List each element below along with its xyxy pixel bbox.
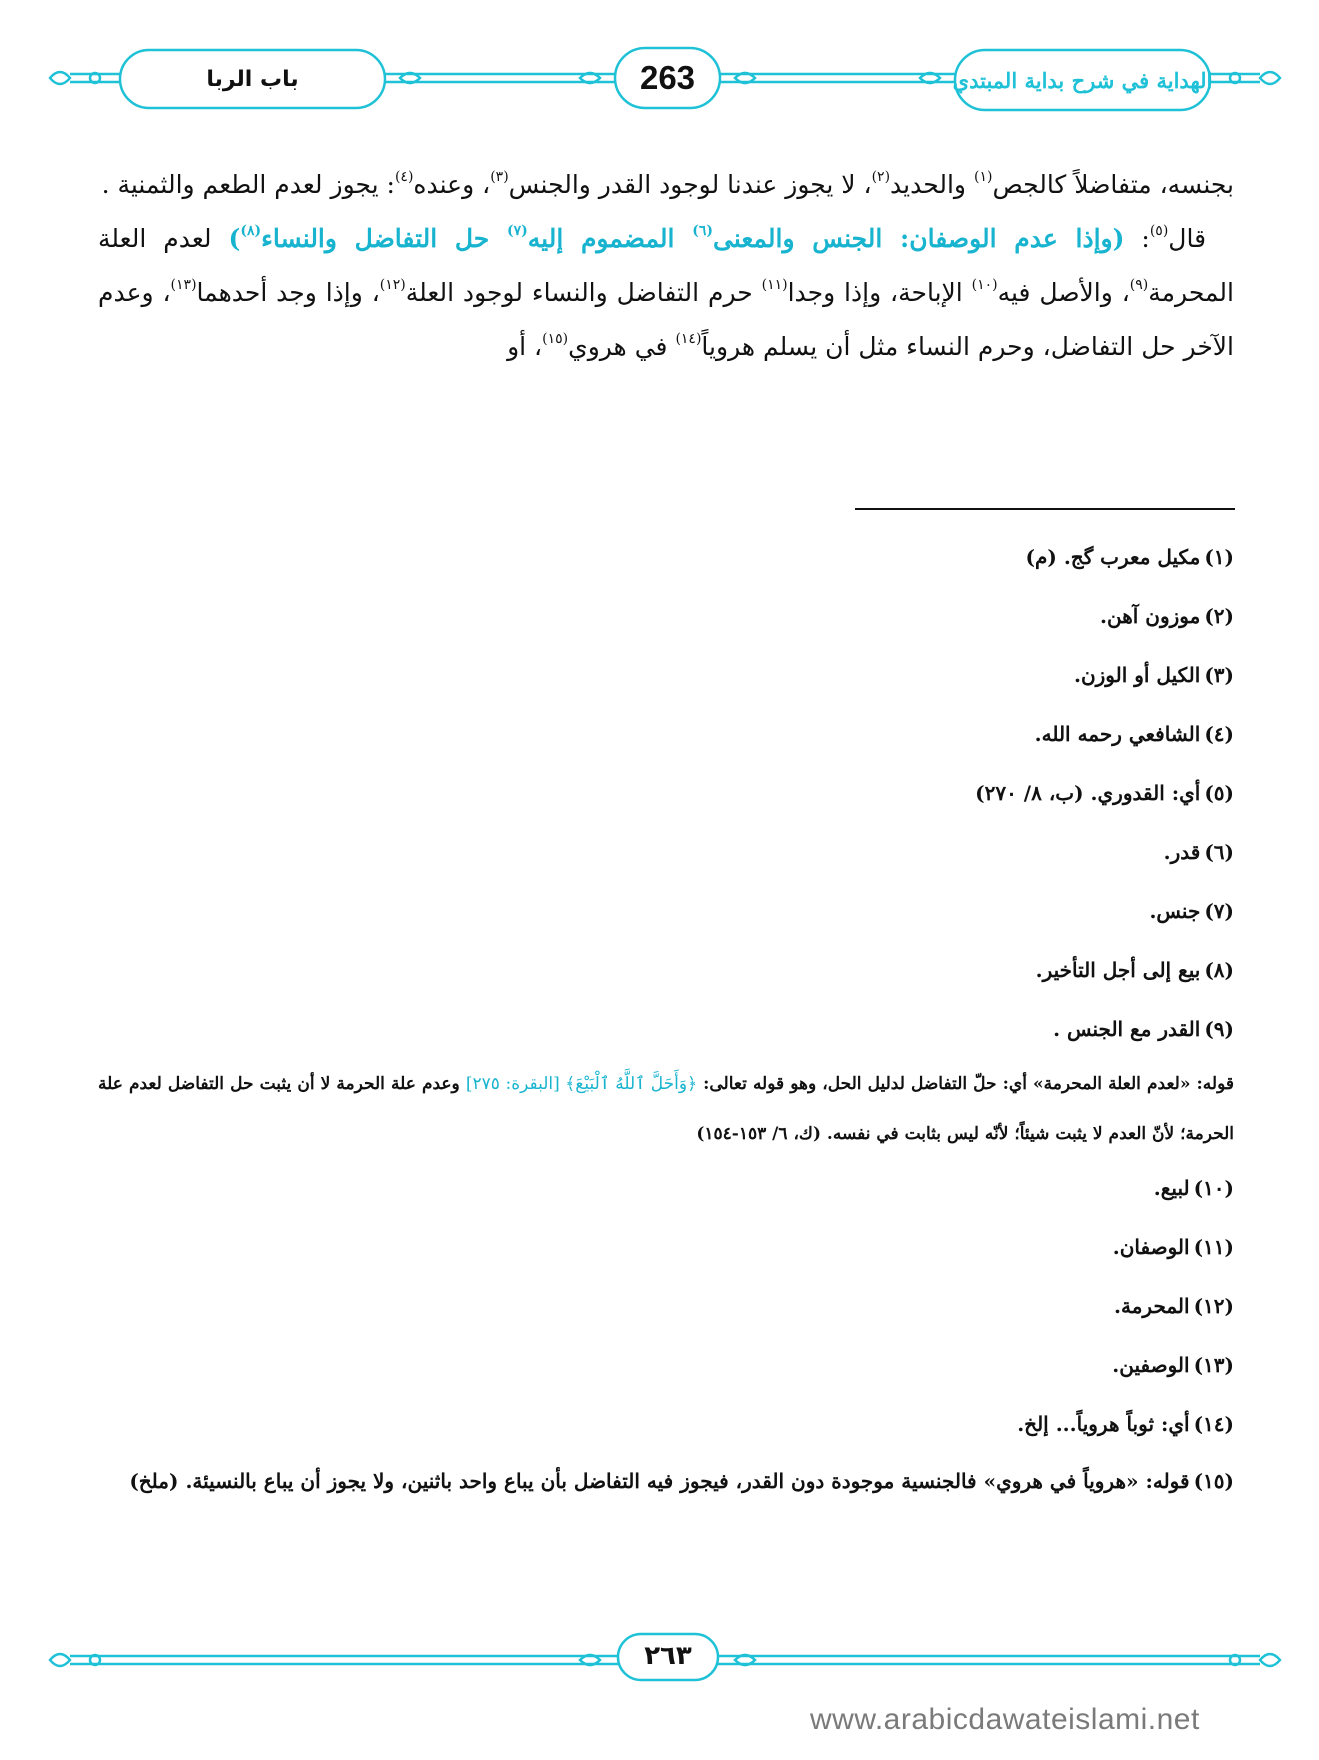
footnote-divider <box>855 508 1235 510</box>
footnote-text: الوصفان. <box>1112 1235 1190 1259</box>
footnote-number: (٤) <box>1204 722 1234 746</box>
footnote-text: أي: ثوباً هروياً... إلخ. <box>1017 1412 1190 1436</box>
text-run: ، وإذا وجد أحدهما <box>196 278 380 307</box>
text-run: ، وعنده <box>413 170 491 199</box>
footnote-number: (٢) <box>1204 604 1234 628</box>
footnote-ref: (١٢) <box>379 277 406 293</box>
footnote-ref: (٣) <box>490 169 509 185</box>
text-run: ، لا يجوز عندنا لوجود القدر والجنس <box>508 170 872 199</box>
text-run: بجنسه، متفاضلاً كالجص <box>992 170 1234 199</box>
footnote-item <box>98 1395 1234 1454</box>
footer-page-number: ٢٦٣ <box>644 1641 692 1671</box>
footnote-ref: (١٠) <box>971 277 998 293</box>
text-run: ، وعدم الآخر حل التفاضل، وحرم النساء مثل أن يسلم هروياً <box>98 278 1234 361</box>
footnote-item <box>98 705 1234 764</box>
text-run: ) <box>228 224 241 253</box>
header-page-number: 263 <box>639 59 696 96</box>
footnote-number: (٦) <box>1204 840 1234 864</box>
footnote-item <box>98 1159 1234 1218</box>
footnote-text: مكيل معرب گج. (م) <box>1025 545 1201 569</box>
footnote-lead: قوله: «هروياً في هروي» <box>983 1469 1190 1493</box>
footnote-ref: (١٥) <box>542 331 569 347</box>
footnote-text: المحرمة. <box>1114 1294 1190 1318</box>
footnote-number: (١٤) <box>1193 1412 1234 1436</box>
footnote-ref: (١٣) <box>170 277 197 293</box>
footnote-text: لبيع. <box>1153 1176 1190 1200</box>
footnote-number: (١٥) <box>1193 1469 1234 1493</box>
footnote-number: (٨) <box>1204 958 1234 982</box>
footnote-text: جنس. <box>1149 899 1201 923</box>
footnote-ref: (١١) <box>761 277 788 293</box>
footnotes <box>98 528 1234 1508</box>
footnote-text: بيع إلى أجل التأخير. <box>1035 958 1201 982</box>
footnote-item <box>98 941 1234 1000</box>
footnote-item <box>98 646 1234 705</box>
footnote-text: الشافعي رحمه الله. <box>1034 722 1201 746</box>
footnote-ref: (٧) <box>506 223 528 239</box>
footnote-text: الوصفين. <box>1112 1353 1190 1377</box>
footnote-number: (١٠) <box>1193 1176 1234 1200</box>
footnote-ref: (٨) <box>240 223 262 239</box>
text-run: ، أو <box>507 332 543 361</box>
footnote-number: (١٢) <box>1193 1294 1234 1318</box>
footnote-item <box>98 1218 1234 1277</box>
text-run: حرم التفاضل والنساء لوجود العلة <box>405 278 762 307</box>
footnote-number: (١) <box>1204 545 1234 569</box>
website-watermark: www.arabicdawateislami.net <box>810 1703 1200 1736</box>
main-paragraph-1 <box>98 158 1234 212</box>
main-paragraph-2 <box>98 212 1234 374</box>
commentary-note <box>98 1059 1234 1159</box>
footnote-item <box>98 1277 1234 1336</box>
text-run: (وإذا عدم الوصفان: الجنس والمعنى <box>712 224 1125 253</box>
section-title: باب الربا <box>206 66 299 92</box>
commentary-text: أي: حلّ التفاضل لدليل الحل، وهو قوله تعالى: <box>697 1074 1034 1094</box>
footnote-ref: (٢) <box>871 169 891 185</box>
text-run: قال <box>1168 224 1207 253</box>
footnote-number: (٩) <box>1204 1017 1234 1041</box>
text-run: والحديد <box>890 170 974 199</box>
text-run: حل التفاضل والنساء <box>261 224 507 253</box>
footnote-item <box>98 1000 1234 1059</box>
footnote-number: (٥) <box>1204 781 1234 805</box>
text-run: لعدم العلة المحرمة <box>98 224 1234 307</box>
text-run: ، والأصل فيه <box>997 278 1130 307</box>
footnote-number: (٣) <box>1204 663 1234 687</box>
footnote-item <box>98 528 1234 587</box>
main-text <box>98 158 1234 374</box>
footnote-item <box>98 823 1234 882</box>
footnote-text: فالجنسية موجودة دون القدر، فيجوز فيه التفاضل بأن يباع واحد باثنين، ولا يجوز أن يباع بالنسيئة. (ملخ) <box>129 1469 984 1493</box>
quran-verse: ﴿وَأَحَلَّ ٱللَّهُ ٱلْبَيْعَ﴾ [البقرة: ٢٧٥] <box>465 1074 698 1094</box>
text-run: الإباحة، وإذا وجدا <box>787 278 972 307</box>
footnote-number: (٧) <box>1204 899 1234 923</box>
commentary-lead: قوله: «لعدم العلة المحرمة» <box>1033 1074 1235 1094</box>
footnote-item <box>98 587 1234 646</box>
footnote-ref: (٥) <box>1149 223 1169 239</box>
footnote-number: (١٣) <box>1193 1353 1234 1377</box>
text-run: : يجوز لعدم الطعم والثمنية . <box>101 170 395 199</box>
footnote-text: الكيل أو الوزن. <box>1074 663 1201 687</box>
footnote-ref: (٦) <box>692 223 713 239</box>
text-run: : <box>1124 224 1150 253</box>
footnote-text: قدر. <box>1163 840 1201 864</box>
book-title: الهداية في شرح بداية المبتدي <box>952 67 1213 93</box>
footnote-text: القدر مع الجنس . <box>1053 1017 1201 1041</box>
text-run: في هروي <box>568 332 676 361</box>
footnote-ref: (١) <box>973 169 993 185</box>
footnote-item <box>98 764 1234 823</box>
footnote-item <box>98 1454 1234 1508</box>
footnote-ref: (٤) <box>394 169 414 185</box>
footnote-item <box>98 1336 1234 1395</box>
matn-highlight <box>228 224 1124 253</box>
footnote-ref: (١٤) <box>675 331 702 347</box>
text-run: المضموم إليه <box>527 224 693 253</box>
footnote-ref: (٩) <box>1129 277 1149 293</box>
footnote-text: أي: القدوري. (ب، ٨/ ٢٧٠) <box>975 781 1201 805</box>
commentary-text: وعدم علة الحرمة لا أن يثبت حل التفاضل لعدم علة الحرمة؛ لأنّ العدم لا يثبت شيئاً؛ لأنّه ليس بثابت في نفسه. (ك، ٦/ ١٥٣-١٥٤) <box>98 1074 1234 1144</box>
footnote-item <box>98 882 1234 941</box>
footnote-number: (١١) <box>1193 1235 1234 1259</box>
page-header <box>0 0 1319 130</box>
footnote-text: موزون آهن. <box>1100 604 1201 628</box>
